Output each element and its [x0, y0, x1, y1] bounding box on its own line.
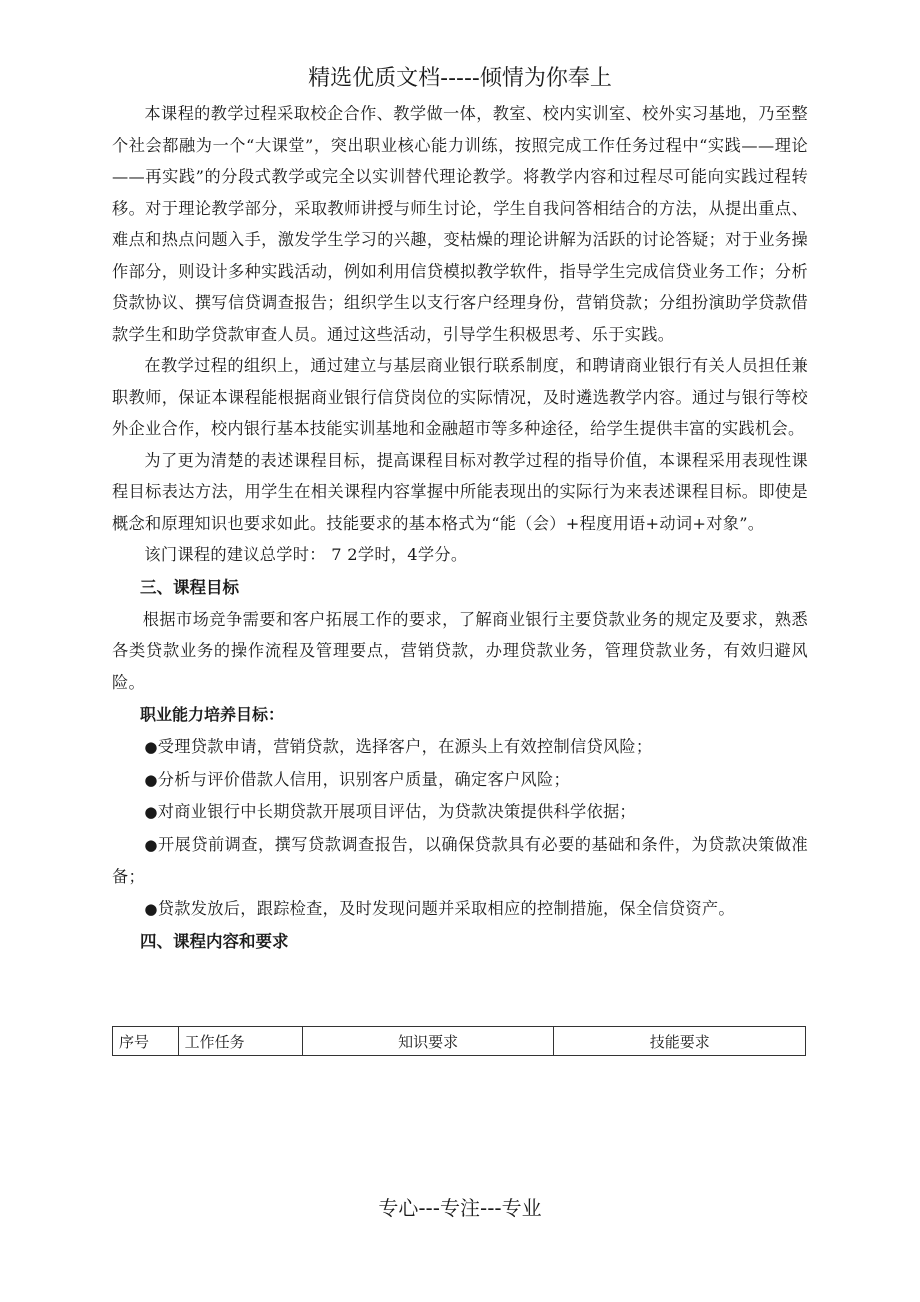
- paragraph-course-objective-method: 为了更为清楚的表述课程目标，提高课程目标对教学过程的指导价值，本课程采用表现性课程目标表达方法，用学生在相关课程内容掌握中所能表现出的实际行为来表述课程目标。即使是概念和原理知识也要求如此。技能要求的基本格式为“能（会）+程度用语+动词+对象”。: [112, 450, 808, 533]
- course-content-table: [112, 1026, 806, 1056]
- bullet-icon: ●: [144, 899, 158, 918]
- document-body: [112, 98, 808, 958]
- paragraph-total-hours: 该门课程的建议总学时： 7 2学时，4学分。: [144, 545, 468, 564]
- page-footer: 专心---专注---专业: [378, 1196, 542, 1220]
- table-header-row: [113, 1027, 806, 1056]
- table-header-knowledge: 知识要求: [302, 1027, 554, 1056]
- page-header: 精选优质文档-----倾情为你奉上: [308, 66, 612, 91]
- ability-goal-item: [112, 731, 808, 764]
- paragraph-teaching-organization: 在教学过程的组织上，通过建立与基层商业银行联系制度，和聘请商业银行有关人员担任兼职教师，保证本课程能根据商业银行信贷岗位的实际情况，及时遴选教学内容。通过与银行等校外企业合作，校内银行基本技能实训基地和金融超市等多种途径，给学生提供丰富的实践机会。: [112, 356, 808, 438]
- ability-goal-text: 对商业银行中长期贷款开展项目评估，为贷款决策提供科学依据；: [157, 802, 636, 821]
- ability-goal-text: 分析与评价借款人信用，识别客户质量，确定客户风险；: [157, 769, 570, 789]
- table-header-task: 工作任务: [178, 1027, 302, 1056]
- ability-goal-text: 贷款发放后，跟踪检查，及时发现问题并采取相应的控制措施，保全信贷资产。: [157, 898, 735, 918]
- ability-goal-item: [112, 764, 808, 797]
- ability-goal-item: [112, 893, 808, 926]
- table-header-index: 序号: [113, 1027, 179, 1056]
- bullet-icon: ●: [144, 835, 158, 854]
- paragraph-course-goals: 根据市场竞争需要和客户拓展工作的要求，了解商业银行主要贷款业务的规定及要求，熟悉各类贷款业务的操作流程及管理要点，营销贷款，办理贷款业务，管理贷款业务，有效归避风险。: [112, 609, 808, 692]
- bullet-icon: ●: [144, 770, 158, 789]
- table-header-skill: 技能要求: [554, 1027, 806, 1056]
- ability-goal-item: [112, 796, 808, 829]
- bullet-icon: ●: [144, 803, 158, 821]
- ability-goals-heading: 职业能力培养目标：: [140, 705, 285, 724]
- bullet-icon: ●: [144, 738, 158, 756]
- paragraph-teaching-process: 本课程的教学过程采取校企合作、教学做一体，教室、校内实训室、校外实习基地，乃至整个社会都融为一个“大课堂”，突出职业核心能力训练，按照完成工作任务过程中“实践——理论——再实践”的分段式教学或完全以实训替代理论教学。将教学内容和过程尽可能向实践过程转移。对于理论教学部分，采取教师讲授与师生讨论，学生自我问答相结合的方法，从提出重点、难点和热点问题入手，激发学生学习的兴趣，变枯燥的理论讲解为活跃的讨论答疑；对于业务操作部分，则设计多种实践活动，例如利用信贷模拟教学软件，指导学生完成信贷业务工作；分析贷款协议、撰写信贷调查报告；组织学生以支行客户经理身份，营销贷款；分组扮演助学贷款借款学生和助学贷款审查人员。通过这些活动，引导学生积极思考、乐于实践。: [112, 104, 808, 344]
- ability-goal-item: [112, 829, 808, 893]
- ability-goal-text: 受理贷款申请，营销贷款，选择客户，在源头上有效控制信贷风险；: [157, 737, 653, 756]
- ability-goal-text: 开展贷前调查，撰写贷款调查报告，以确保贷款具有必要的基础和条件，为贷款决策做准备；: [112, 834, 808, 886]
- section-3-heading: 三、课程目标: [140, 577, 239, 597]
- section-4-heading: 四、课程内容和要求: [140, 932, 289, 951]
- ability-goal-list: [112, 731, 808, 925]
